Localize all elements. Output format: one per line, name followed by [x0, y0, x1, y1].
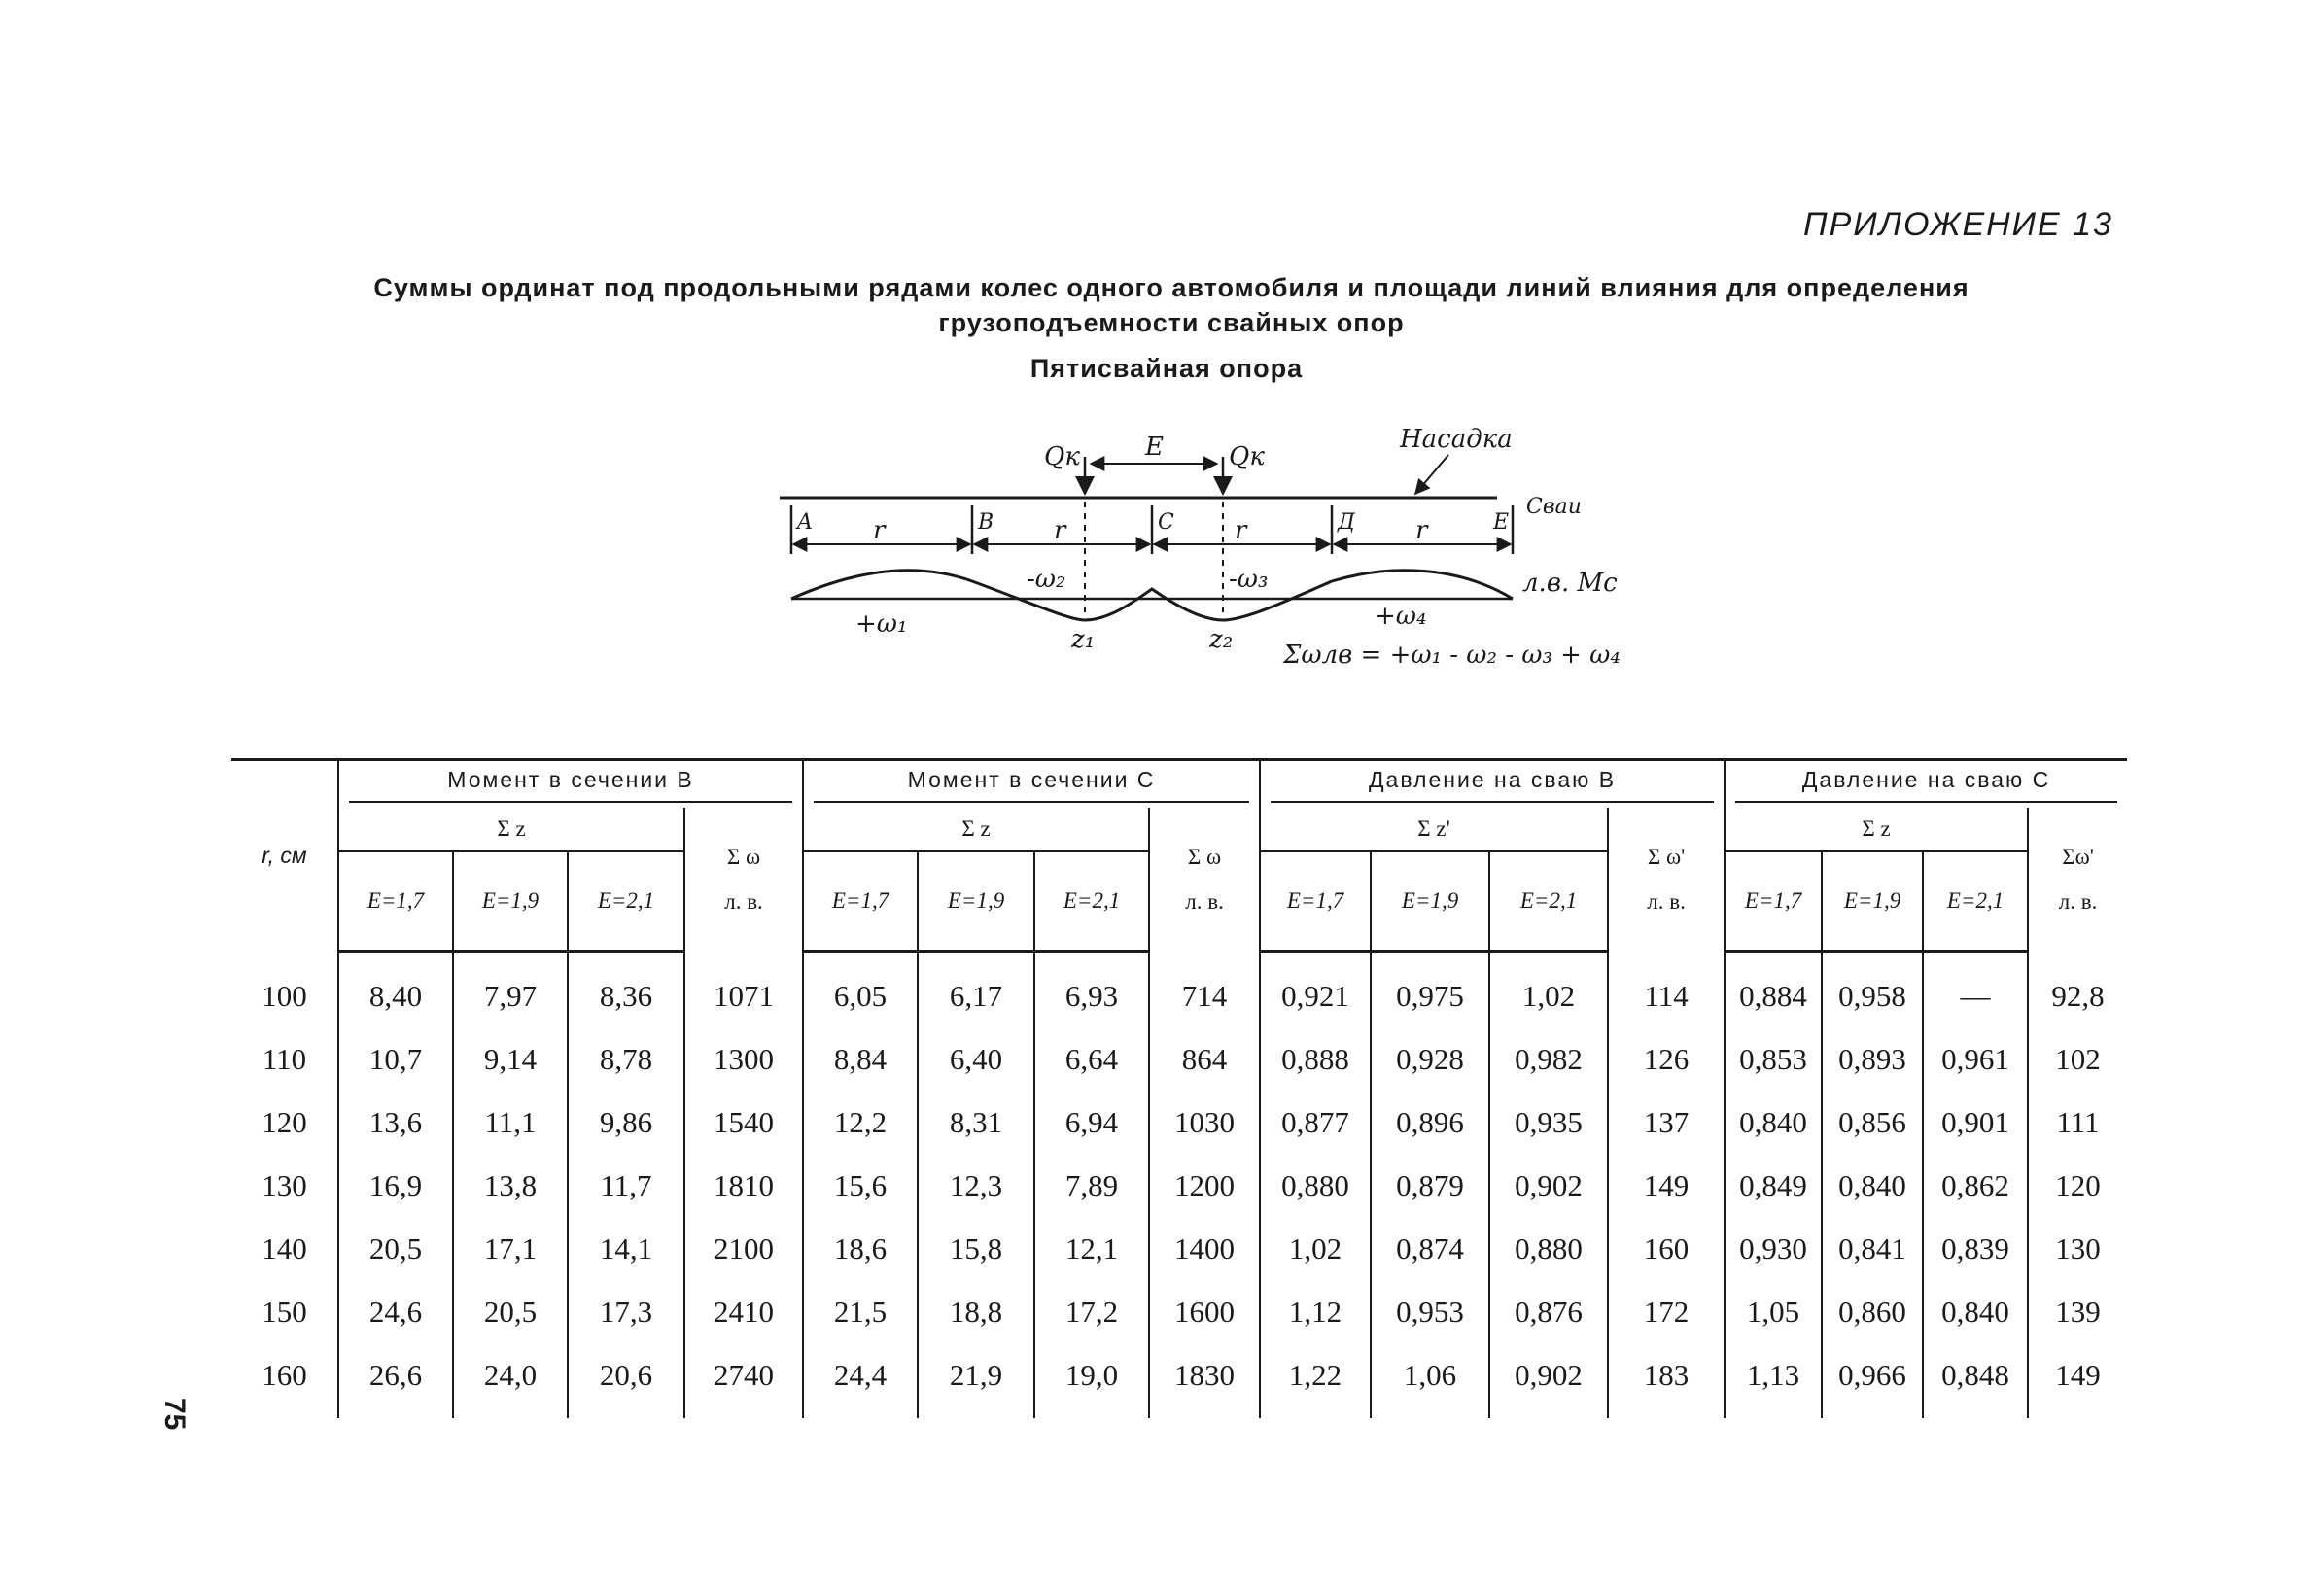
- table-row: [231, 964, 2127, 1027]
- table-cell: 0,921: [1260, 964, 1371, 1027]
- title-line-1: Суммы ординат под продольными рядами колес одного автомобиля и площади линий влияния для определения: [373, 273, 1970, 302]
- table-cell: 12,2: [803, 1091, 918, 1154]
- table-cell: 0,840: [1923, 1280, 2028, 1343]
- table-cell: 11,7: [568, 1154, 684, 1217]
- z2-label: z₂: [1209, 625, 1234, 654]
- table-cell: 9,86: [568, 1091, 684, 1154]
- row-r-value: 140: [261, 1231, 307, 1266]
- sum-z-header-2: Σ z: [803, 808, 1149, 851]
- table-row: [231, 1280, 2127, 1343]
- table-cell: 0,840: [1822, 1154, 1923, 1217]
- row-r-value: 160: [261, 1357, 307, 1392]
- document-title: [272, 270, 2071, 340]
- table-cell: 0,862: [1923, 1154, 2028, 1217]
- pile-label-e: E: [1493, 510, 1510, 535]
- load-label-right: Qк: [1229, 442, 1265, 471]
- table-cell: 864: [1149, 1027, 1260, 1091]
- table-cell: 6,94: [1034, 1091, 1149, 1154]
- table-cell: 20,5: [453, 1280, 568, 1343]
- table-cell: 6,64: [1034, 1027, 1149, 1091]
- influence-line-label: л.в. Mc: [1522, 569, 1618, 598]
- table-cell: 0,901: [1923, 1091, 2028, 1154]
- table-cell: 15,6: [803, 1154, 918, 1217]
- table-cell: 149: [1608, 1154, 1725, 1217]
- table-cell: 149: [2028, 1343, 2127, 1406]
- span-label-1: r: [873, 516, 886, 545]
- table-cell: 137: [1608, 1091, 1725, 1154]
- table-cell: 92,8: [2028, 964, 2127, 1027]
- table-cell: 24,0: [453, 1343, 568, 1406]
- table-cell: 19,0: [1034, 1343, 1149, 1406]
- table-cell: 0,958: [1822, 964, 1923, 1027]
- table-cell: 0,930: [1725, 1217, 1822, 1280]
- e-header: E=1,9: [1822, 851, 1923, 952]
- table-row: [231, 1343, 2127, 1406]
- omega-header-3: Σ ω' л. в.: [1608, 808, 1725, 952]
- table-cell: 0,880: [1489, 1217, 1608, 1280]
- z1-label: z₁: [1071, 625, 1096, 654]
- table-cell: 1,22: [1260, 1343, 1371, 1406]
- group-header-moment-c: Момент в сечении C: [814, 767, 1249, 803]
- table-cell: 18,6: [803, 1217, 918, 1280]
- pile-label-c: C: [1158, 510, 1174, 535]
- table-cell: 126: [1608, 1027, 1725, 1091]
- load-label-left: Qк: [1044, 442, 1080, 471]
- table-cell: 0,849: [1725, 1154, 1822, 1217]
- group-header-pressure-b: Давление на сваю B: [1271, 767, 1714, 803]
- e-header: E=2,1: [1923, 851, 2028, 952]
- e-header: E=1,7: [1725, 851, 1822, 952]
- table-cell: 130: [2028, 1217, 2127, 1280]
- table-cell: 0,982: [1489, 1027, 1608, 1091]
- table-cell: 0,853: [1725, 1027, 1822, 1091]
- e-header: E=1,7: [1260, 851, 1371, 952]
- omega-header-2: Σ ω л. в.: [1149, 808, 1260, 952]
- table-cell: 21,9: [918, 1343, 1034, 1406]
- table-cell: 183: [1608, 1343, 1725, 1406]
- table-cell: 15,8: [918, 1217, 1034, 1280]
- row-r-value: 120: [261, 1104, 307, 1139]
- table-cell: 1830: [1149, 1343, 1260, 1406]
- row-r-value: 100: [261, 978, 307, 1013]
- row-r-value: 130: [261, 1167, 307, 1202]
- table-row: [231, 1217, 2127, 1280]
- table-cell: 7,97: [453, 964, 568, 1027]
- table-cell: 111: [2028, 1091, 2127, 1154]
- table-cell: 1,06: [1371, 1343, 1489, 1406]
- cap-leader: [1415, 455, 1448, 494]
- sum-z-header-3: Σ z': [1260, 808, 1608, 851]
- table-cell: 1540: [684, 1091, 803, 1154]
- table-cell: 6,05: [803, 964, 918, 1027]
- table-cell: 1200: [1149, 1154, 1260, 1217]
- table-cell: 6,40: [918, 1027, 1034, 1091]
- table-cell: 0,841: [1822, 1217, 1923, 1280]
- table-cell: 8,31: [918, 1091, 1034, 1154]
- table-cell: 0,879: [1371, 1154, 1489, 1217]
- table-cell: 6,17: [918, 964, 1034, 1027]
- table-cell: 160: [1608, 1217, 1725, 1280]
- page-number: 75: [158, 1398, 191, 1431]
- table-cell: 1300: [684, 1027, 803, 1091]
- e-header: E=1,7: [338, 851, 453, 952]
- table-cell: 0,902: [1489, 1343, 1608, 1406]
- omega-header-4: Σω' л. в.: [2028, 808, 2127, 952]
- omega4-label: +ω₄: [1375, 602, 1427, 631]
- table-cell: 1071: [684, 964, 803, 1027]
- table-cell: 102: [2028, 1027, 2127, 1091]
- table-cell: 2100: [684, 1217, 803, 1280]
- table-cell: 8,36: [568, 964, 684, 1027]
- table-cell: 18,8: [918, 1280, 1034, 1343]
- span-label-2: r: [1054, 516, 1066, 545]
- table-cell: 8,78: [568, 1027, 684, 1091]
- load-verticals: [1085, 502, 1223, 618]
- table-cell: 0,840: [1725, 1091, 1822, 1154]
- row-r-value: 150: [261, 1294, 307, 1329]
- table-cell: 0,884: [1725, 964, 1822, 1027]
- omega3-label: -ω₃: [1229, 565, 1269, 594]
- e-header: E=1,7: [803, 851, 918, 952]
- group-header-pressure-c: Давление на сваю C: [1735, 767, 2117, 803]
- e-header: E=1,9: [453, 851, 568, 952]
- e-header: E=1,9: [1371, 851, 1489, 952]
- omega-header-1: Σ ω л. в.: [684, 808, 803, 952]
- table-cell: 0,856: [1822, 1091, 1923, 1154]
- sum-formula: Σωлв = +ω₁ - ω₂ - ω₃ + ω₄: [1283, 641, 1621, 670]
- table-cell: 10,7: [338, 1027, 453, 1091]
- e-header: E=2,1: [568, 851, 684, 952]
- cap-label: Насадка: [1400, 425, 1513, 454]
- data-table: [231, 758, 2127, 1418]
- table-cell: 0,966: [1822, 1343, 1923, 1406]
- table-cell: 20,6: [568, 1343, 684, 1406]
- row-r-value: 110: [261, 1041, 307, 1076]
- group-header-moment-b: Момент в сечении B: [349, 767, 792, 803]
- table-cell: 17,2: [1034, 1280, 1149, 1343]
- table-row: [231, 1154, 2127, 1217]
- e-header: E=1,9: [918, 851, 1034, 952]
- table-cell: 1,02: [1489, 964, 1608, 1027]
- table-cell: 0,880: [1260, 1154, 1371, 1217]
- document-subtitle: Пятисвайная опора: [1029, 354, 1304, 383]
- table-cell: 0,876: [1489, 1280, 1608, 1343]
- table-cell: 16,9: [338, 1154, 453, 1217]
- table-cell: 0,896: [1371, 1091, 1489, 1154]
- pile-label-d: Д: [1338, 510, 1355, 535]
- table-cell: 13,6: [338, 1091, 453, 1154]
- table-cell: 26,6: [338, 1343, 453, 1406]
- table-cell: 17,1: [453, 1217, 568, 1280]
- table-cell: 0,975: [1371, 964, 1489, 1027]
- table-cell: 0,961: [1923, 1027, 2028, 1091]
- spacing-label: E: [1145, 433, 1164, 462]
- pile-label-a: A: [797, 510, 813, 535]
- table-cell: 24,6: [338, 1280, 453, 1343]
- table-cell: 1810: [684, 1154, 803, 1217]
- omega1-label: +ω₁: [855, 609, 908, 639]
- table-cell: 1,05: [1725, 1280, 1822, 1343]
- table-cell: 20,5: [338, 1217, 453, 1280]
- pile-label-b: B: [978, 510, 994, 535]
- table-cell: 0,839: [1923, 1217, 2028, 1280]
- table-cell: 17,3: [568, 1280, 684, 1343]
- table-cell: 1,12: [1260, 1280, 1371, 1343]
- span-label-3: r: [1235, 516, 1247, 545]
- table-cell: 0,953: [1371, 1280, 1489, 1343]
- table-row: [231, 1091, 2127, 1154]
- table-cell: 24,4: [803, 1343, 918, 1406]
- table-cell: 1,13: [1725, 1343, 1822, 1406]
- omega2-label: -ω₂: [1027, 565, 1066, 594]
- e-header: E=2,1: [1034, 851, 1149, 952]
- table-cell: 11,1: [453, 1091, 568, 1154]
- r-column-header: r, см: [261, 843, 307, 869]
- table-cell: 1,02: [1260, 1217, 1371, 1280]
- e-header: E=2,1: [1489, 851, 1608, 952]
- table-cell: 0,928: [1371, 1027, 1489, 1091]
- table-cell: 0,935: [1489, 1091, 1608, 1154]
- table-cell: 1030: [1149, 1091, 1260, 1154]
- sum-z-header-4: Σ z: [1725, 808, 2028, 851]
- table-cell: 0,888: [1260, 1027, 1371, 1091]
- piles-label: Сваи: [1526, 495, 1582, 519]
- sum-z-header-1: Σ z: [338, 808, 684, 851]
- table-cell: 172: [1608, 1280, 1725, 1343]
- table-body: [231, 952, 2127, 1419]
- table-cell: 0,893: [1822, 1027, 1923, 1091]
- table-cell: 0,860: [1822, 1280, 1923, 1343]
- table-cell: 14,1: [568, 1217, 684, 1280]
- table-row: [231, 1027, 2127, 1091]
- table-cell: 0,874: [1371, 1217, 1489, 1280]
- table-cell: 0,848: [1923, 1343, 2028, 1406]
- table-cell: 0,877: [1260, 1091, 1371, 1154]
- table-cell: 8,40: [338, 964, 453, 1027]
- table-cell: 120: [2028, 1154, 2127, 1217]
- table-cell: 8,84: [803, 1027, 918, 1091]
- title-line-2: грузоподъемности свайных опор: [938, 308, 1405, 337]
- pile-cap-diagram: [758, 408, 1633, 680]
- pile-ticks: [791, 505, 1513, 554]
- table-cell: 21,5: [803, 1280, 918, 1343]
- table-cell: 2740: [684, 1343, 803, 1406]
- table-cell: 9,14: [453, 1027, 568, 1091]
- table-cell: 114: [1608, 964, 1725, 1027]
- table-cell: 0,902: [1489, 1154, 1608, 1217]
- table-cell: 714: [1149, 964, 1260, 1027]
- table-cell: 6,93: [1034, 964, 1149, 1027]
- table-cell: 12,1: [1034, 1217, 1149, 1280]
- table-cell: 12,3: [918, 1154, 1034, 1217]
- table-cell: —: [1923, 964, 2028, 1027]
- span-label-4: r: [1415, 516, 1428, 545]
- table-cell: 7,89: [1034, 1154, 1149, 1217]
- table-cell: 2410: [684, 1280, 803, 1343]
- appendix-label: ПРИЛОЖЕНИЕ 13: [1803, 206, 2113, 243]
- table-cell: 1400: [1149, 1217, 1260, 1280]
- table-cell: 13,8: [453, 1154, 568, 1217]
- table-cell: 139: [2028, 1280, 2127, 1343]
- table-cell: 1600: [1149, 1280, 1260, 1343]
